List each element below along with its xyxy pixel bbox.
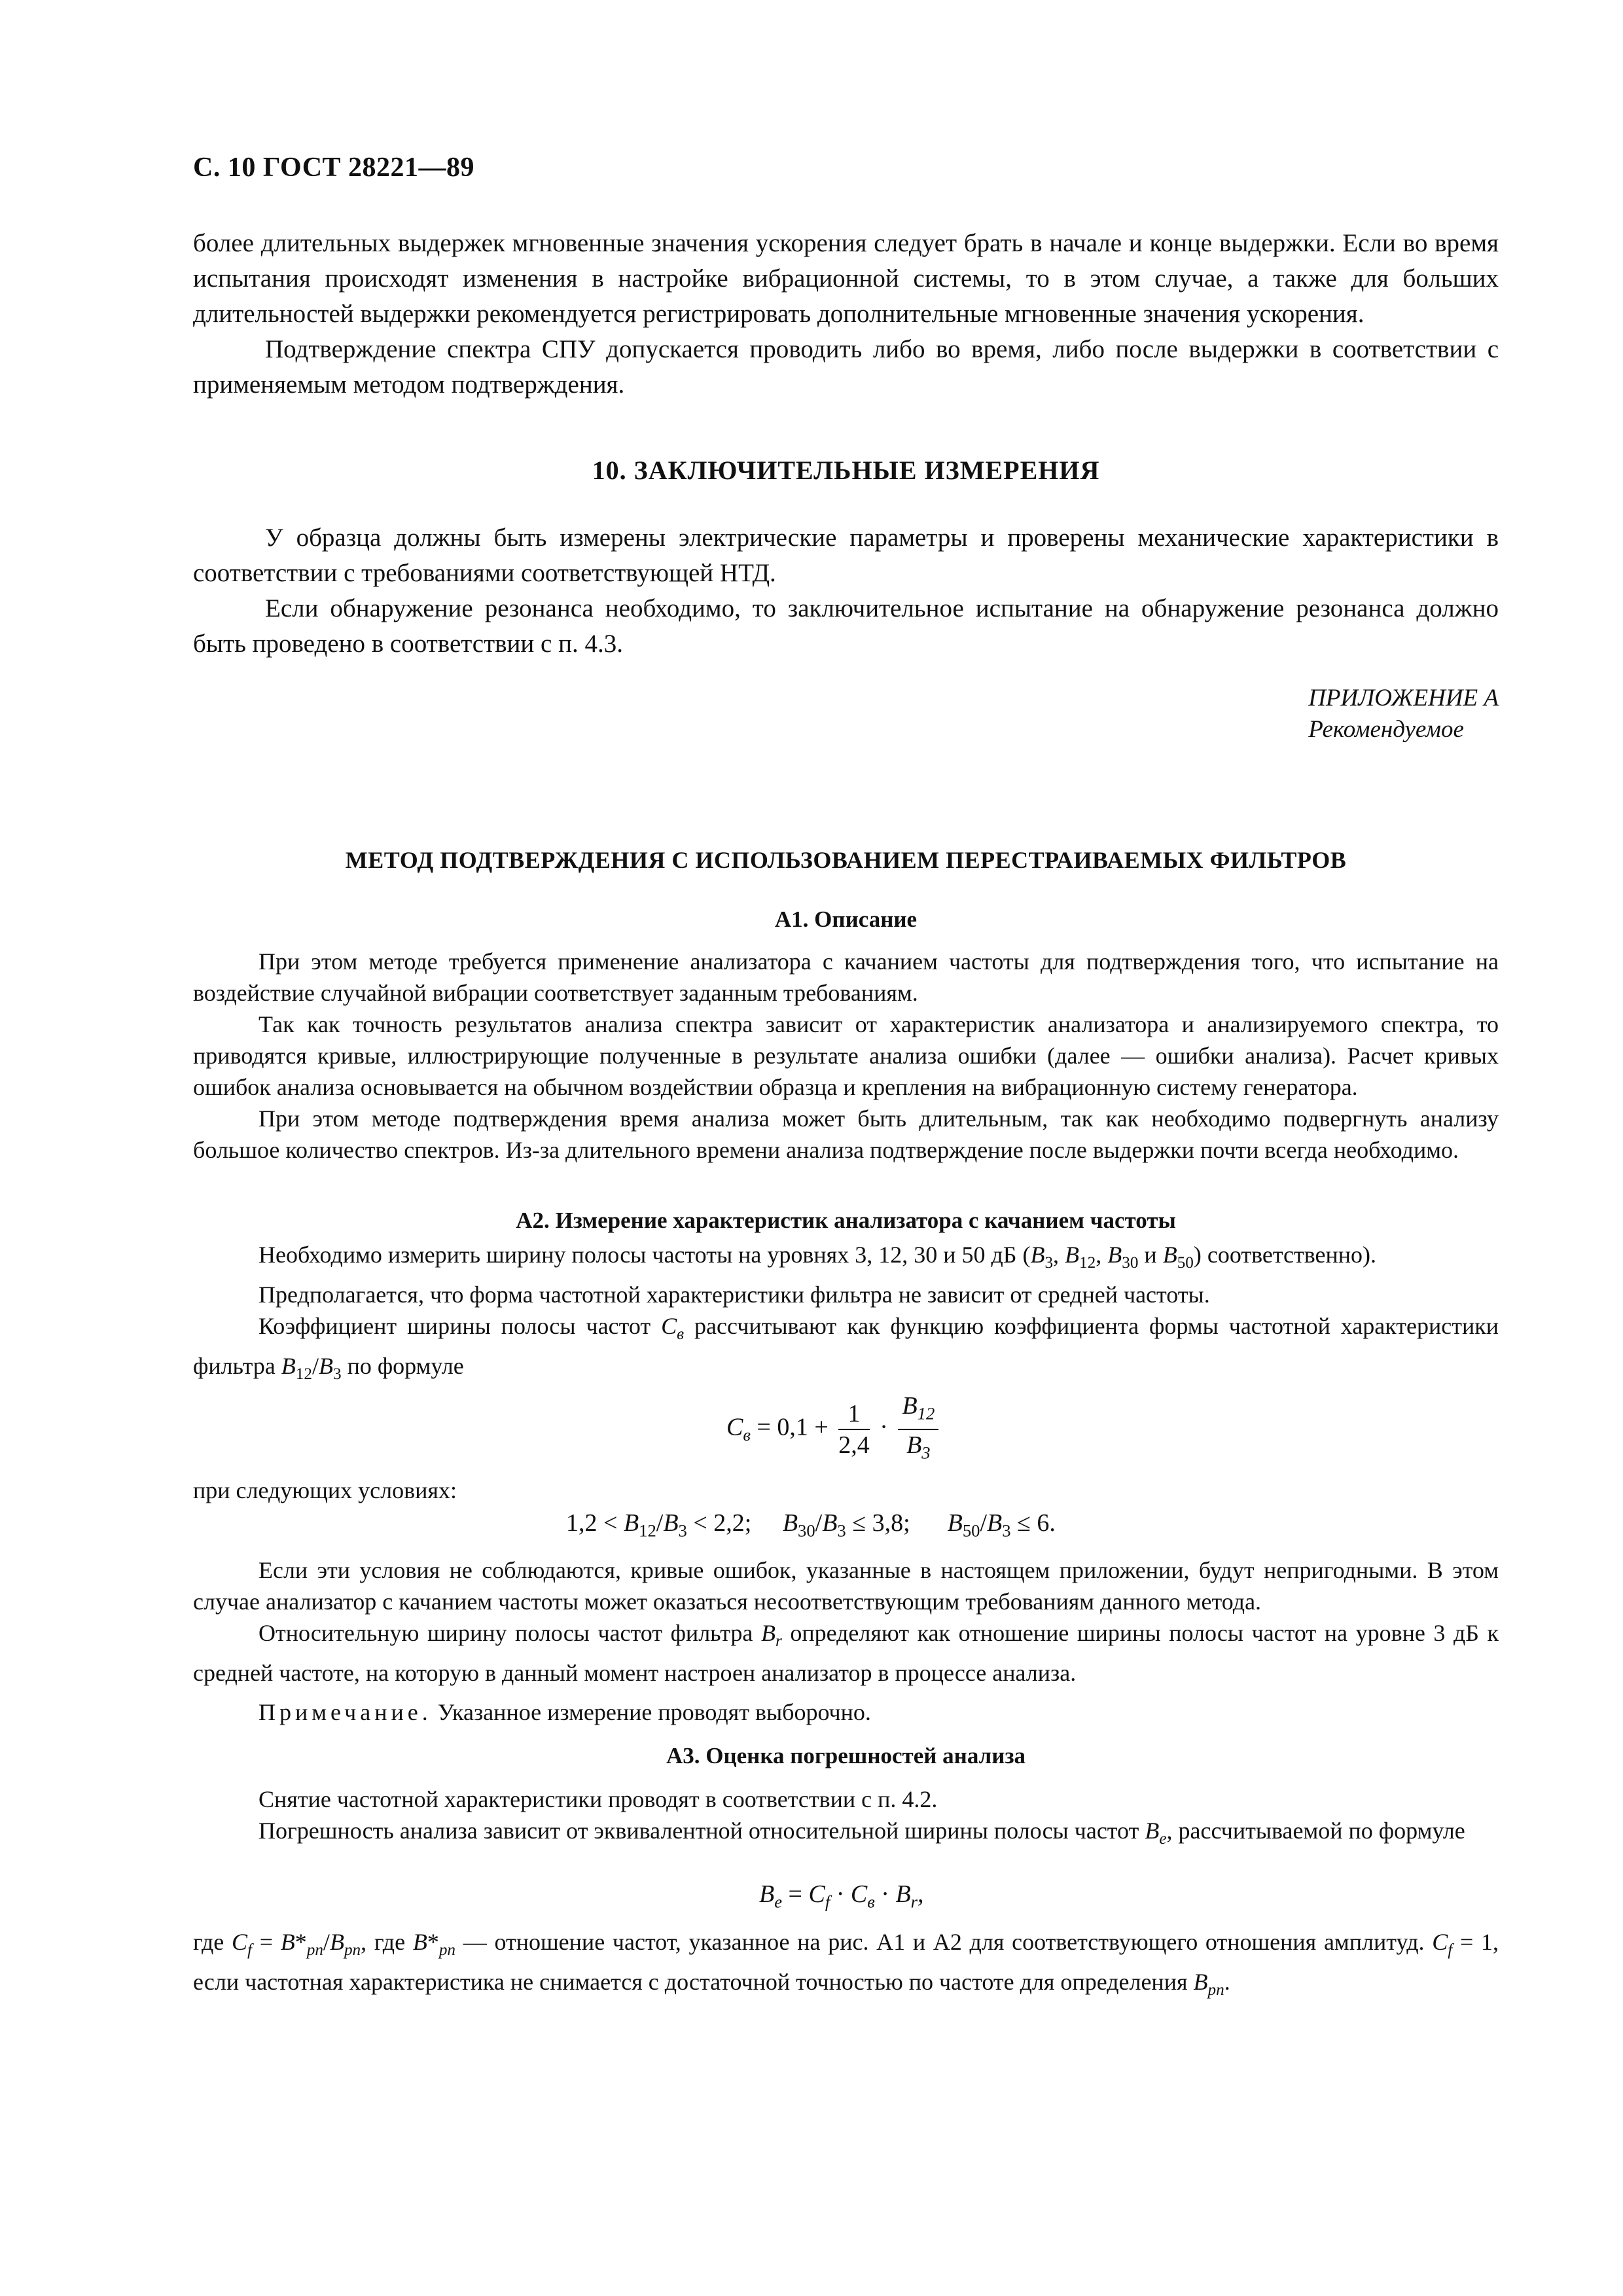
a2-text: [193, 1239, 1499, 1391]
formula-conditions: $1,2 < B_{12}/B_3 < 2,2$; $B_{30}/B_3 \le 3,8$; $B_{50}/B_3 \le 6$.: [566, 1509, 1056, 1541]
paragraph: Так как точность результатов анализа спектра зависит от характеристик анализатора и анализируемого спектра, то приводятся кривые, иллюстрирующие полученные в результате анализа ошибки (далее — ошибки анализа). Расчет кривых ошибок анализа основывается на обычном воздействии образца и крепления на вибрационную систему генератора.: [193, 1011, 1499, 1100]
paragraph: Предполагается, что форма частотной характеристики фильтра не зависит от средней частоты.: [259, 1282, 1210, 1308]
paragraph: У образца должны быть измерены электрические параметры и проверены механические характеристики в соответствии с требованиями соответствующей НТД.: [193, 524, 1499, 587]
appendix-label: [1308, 683, 1499, 745]
paragraph: Если эти условия не соблюдаются, кривые ошибок, указанные в настоящем приложении, будут непригодными. В этом случае анализатор с качанием частоты может оказаться несоответствующим требованиям данного метода.: [193, 1557, 1499, 1615]
formula-bandwidth-coefficient: $C_в = 0,1$ + $\frac{1}{2,4}$ · $\frac{B_{12}}{B_3}$: [726, 1391, 942, 1467]
section-10-text: [193, 520, 1499, 662]
text-run: , где: [361, 1929, 413, 1955]
subsection-title: А3. Оценка погрешностей анализа: [666, 1743, 1026, 1768]
note-text: Указанное измерение проводят выборочно.: [431, 1699, 871, 1726]
paragraph: Коэффициент ширины полосы частот $C_в$ рассчитывают как функцию коэффициента формы частотной характеристики фильтра $B_{12}/B_3$ по формуле: [193, 1313, 1499, 1384]
page-header: С. 10 ГОСТ 28221—89: [193, 152, 475, 183]
paragraph: Необходимо измерить ширину полосы частоты на уровнях 3, 12, 30 и 50 дБ ($B_3$, $B_{12}$, $B_{30}$ и $B_{50}$) соответственно).: [259, 1242, 1377, 1272]
a2-text-continued: [193, 1554, 1499, 1728]
a3-text-continued: [193, 1926, 1499, 2006]
text-run: по формуле: [341, 1353, 464, 1380]
fraction-numerator: 1: [838, 1399, 870, 1430]
paragraph: Если обнаружение резонанса необходимо, то заключительное испытание на обнаружение резонанса должно быть проведено в соответствии с п. 4.3.: [193, 594, 1499, 658]
text-run: Погрешность анализа зависит от эквивалентной относительной ширины полосы частот: [259, 1818, 1145, 1844]
paragraph: более длительных выдержек мгновенные значения ускорения следует брать в начале и конце выдержки. Если во время испытания происходят изменения в настройке вибрационной системы, то в этом случае, а также для больших длительностей выдержки рекомендуется регистрировать дополнительные мгновенные значения ускорения.: [193, 229, 1499, 328]
text-run: Необходимо измерить ширину полосы частоты на уровнях 3, 12, 30 и 50 дБ (: [259, 1242, 1031, 1268]
paragraph: Погрешность анализа зависит от эквивалентной относительной ширины полосы частот $B_e$, рассчитываемой по формуле: [259, 1818, 1465, 1848]
text-run: — отношение частот, указанное на рис. А1 и А2 для соответствующего отношения амплитуд.: [455, 1929, 1433, 1955]
subsection-title: А2. Измерение характеристик анализатора с качанием частоты: [516, 1208, 1176, 1233]
section-title: 10. ЗАКЛЮЧИТЕЛЬНЫЕ ИЗМЕРЕНИЯ: [592, 456, 1100, 485]
appendix-status: Рекомендуемое: [1308, 716, 1464, 743]
subsection-title: А1. Описание: [774, 906, 918, 932]
conditions-intro: [193, 1475, 1499, 1506]
text-run: где: [193, 1929, 232, 1955]
appendix-number: ПРИЛОЖЕНИЕ А: [1308, 685, 1499, 711]
formula-equivalent-bandwidth: $B_e = C_f \cdot C_в \cdot B_r$,: [759, 1880, 924, 1912]
formula-symbol: C: [726, 1413, 743, 1441]
formula-constant: = 0,1 +: [757, 1413, 829, 1441]
paragraph: Подтверждение спектра СПУ допускается проводить либо во время, либо после выдержки в соответствии с применяемым методом подтверждения.: [193, 335, 1499, 399]
paragraph: При этом методе требуется применение анализатора с качанием частоты для подтверждения того, что испытание на воздействие случайной вибрации соответствует заданным требованиям.: [193, 948, 1499, 1006]
paragraph: при следующих условиях:: [193, 1477, 457, 1503]
a3-text: [193, 1784, 1499, 1855]
text-run: , если частотная характеристика не снимается с достаточной точностью по частоте для определения: [193, 1929, 1499, 1996]
paragraph: При этом методе подтверждения время анализа может быть длительным, так как необходимо подвергнуть анализу большое количество спектров. Из-за длительного времени анализа подтверждение после выдержки почти всегда необходимо.: [193, 1105, 1499, 1163]
fraction-numerator: $B_{12}$: [898, 1391, 938, 1430]
paragraph: Снятие частотной характеристики проводят в соответствии с п. 4.2.: [259, 1786, 938, 1812]
fraction: [838, 1399, 870, 1460]
text-run: определяют как отношение ширины полосы частот на уровне 3 дБ к средней частоте, на которую в данный момент настроен анализатор в процессе анализа.: [193, 1620, 1499, 1687]
text-run: Коэффициент ширины полосы частот: [259, 1313, 662, 1340]
paragraph: Относительную ширину полосы частот фильтра $B_r$ определяют как отношение ширины полосы частот на уровне 3 дБ к средней частоте, на которую в данный момент настроен анализатор в процессе анализа.: [193, 1620, 1499, 1687]
text-run: , рассчитываемой по формуле: [1166, 1818, 1465, 1844]
fraction: [898, 1391, 938, 1467]
fraction-denominator: $B_3$: [906, 1431, 931, 1463]
fraction-denominator: 2,4: [838, 1431, 870, 1459]
note: [193, 1696, 1499, 1728]
note-label: Примечание.: [259, 1699, 432, 1726]
text-run: ) соответственно).: [1193, 1242, 1377, 1268]
appendix-title: МЕТОД ПОДТВЕРЖДЕНИЯ С ИСПОЛЬЗОВАНИЕМ ПЕРЕСТРАИВАЕМЫХ ФИЛЬТРОВ: [345, 847, 1347, 873]
text-run: Относительную ширину полосы частот фильтра: [259, 1620, 761, 1646]
text-run: рассчитывают как функцию коэффициента формы частотной характеристики фильтра: [193, 1313, 1499, 1380]
paragraph: где $C_f = B*_{pn}/B_{pn}$, где $B*_{pn}$ — отношение частот, указанное на рис. А1 и А2 для соответствующего отношения амплитуд. $C_f = 1$, если частотная характеристика не снимается с достаточной точностью по частоте для определения $B_{pn}$.: [193, 1929, 1499, 2000]
a1-text: [193, 946, 1499, 1166]
intro-text: [193, 226, 1499, 403]
